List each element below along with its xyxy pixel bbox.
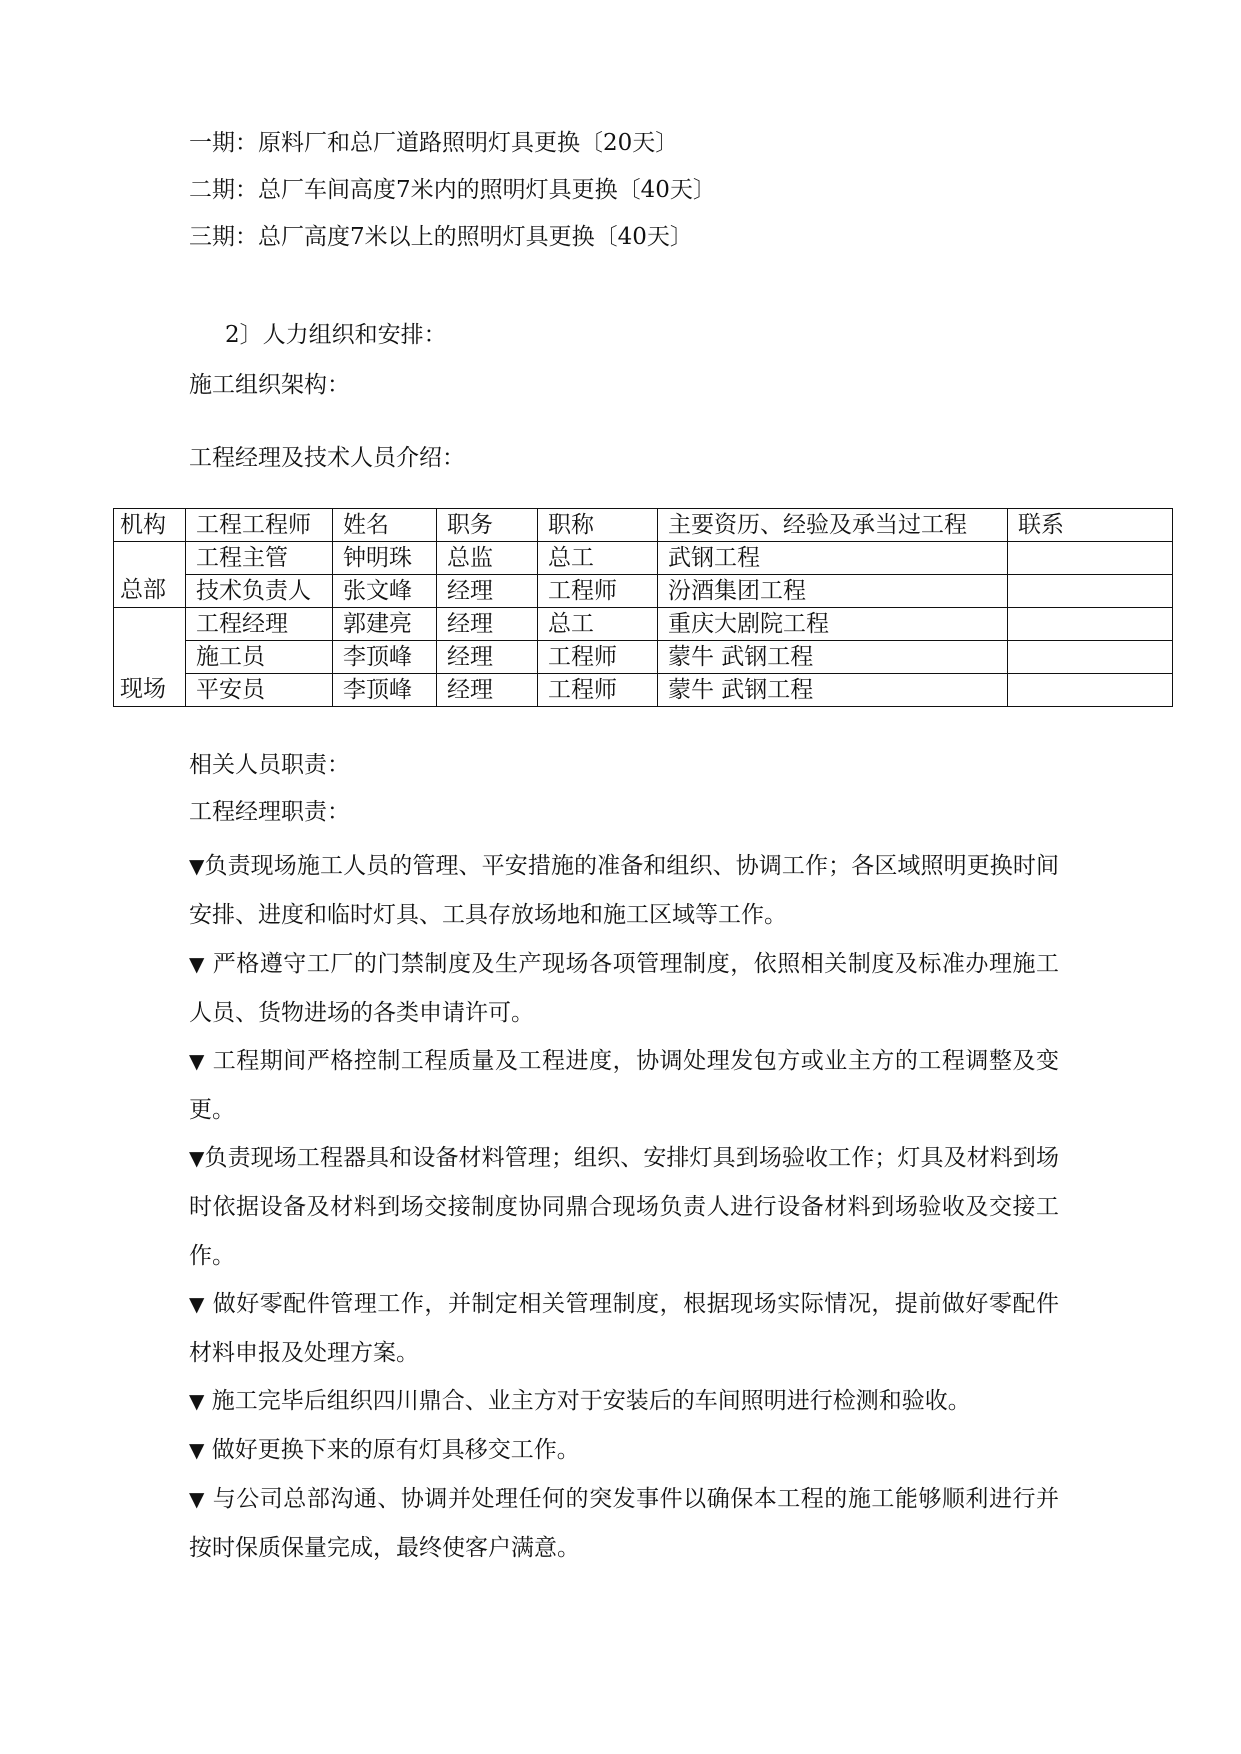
- triangle-bullet-icon: ▼: [189, 854, 205, 878]
- triangle-bullet-icon: ▼: [189, 1389, 205, 1413]
- duty-text: 负责现场施工人员的管理、平安措施的准备和组织、协调工作；各区域照明更换时间安排、进度和临时灯具、工具存放场地和施工区域等工作。: [189, 853, 1059, 928]
- table-cell: [1008, 641, 1173, 674]
- pm-duties-label: 工程经理职责：: [189, 799, 350, 825]
- table-row: [114, 608, 1173, 641]
- header-cell: 联系: [1008, 509, 1173, 542]
- header-cell: 姓名: [333, 509, 437, 542]
- duties-label: 相关人员职责：: [189, 752, 350, 778]
- schedule-phase-3: 三期：总厂高度7米以上的照明灯具更换〔40天〕: [189, 224, 693, 250]
- table-cell: 施工员: [186, 641, 333, 674]
- duty-text: 与公司总部沟通、协调并处理任何的突发事件以确保本工程的施工能够顺利进行并按时保质保量完成，最终使客户满意。: [189, 1486, 1059, 1561]
- table-cell: [1008, 674, 1173, 707]
- table-cell: 武钢工程: [658, 542, 1008, 575]
- table-cell: 平安员: [186, 674, 333, 707]
- table-cell: 总工: [538, 542, 658, 575]
- header-cell: 主要资历、经验及承当过工程: [658, 509, 1008, 542]
- duty-item: [189, 1377, 1059, 1426]
- schedule-phase-2: 二期：总厂车间高度7米内的照明灯具更换〔40天〕: [189, 177, 716, 203]
- table-cell: [1008, 608, 1173, 641]
- header-cell: 职务: [437, 509, 538, 542]
- table-cell: 工程师: [538, 674, 658, 707]
- duty-text: 做好零配件管理工作，并制定相关管理制度，根据现场实际情况，提前做好零配件材料申报及处理方案。: [189, 1291, 1059, 1366]
- section-heading: 2〕人力组织和安排：: [225, 322, 447, 348]
- table-cell: 汾酒集团工程: [658, 575, 1008, 608]
- duty-text: 做好更换下来的原有灯具移交工作。: [204, 1437, 580, 1463]
- triangle-bullet-icon: ▼: [189, 1438, 205, 1462]
- org-cell-hq: 总部: [114, 542, 186, 608]
- table-cell: 李顶峰: [333, 641, 437, 674]
- triangle-bullet-icon: ▼: [189, 1487, 205, 1511]
- table-cell: [1008, 575, 1173, 608]
- duty-item: [189, 1280, 1059, 1378]
- table-cell: 总工: [538, 608, 658, 641]
- table-row: [114, 641, 1173, 674]
- table-header-row: [114, 509, 1173, 542]
- staff-table: [113, 508, 1173, 707]
- duty-item: [189, 940, 1059, 1038]
- triangle-bullet-icon: ▼: [189, 1049, 205, 1073]
- table-row: [114, 542, 1173, 575]
- triangle-bullet-icon: ▼: [189, 1292, 205, 1316]
- table-cell: 经理: [437, 674, 538, 707]
- duty-item: [189, 842, 1059, 940]
- table-cell: 经理: [437, 608, 538, 641]
- table-cell: [1008, 542, 1173, 575]
- staff-intro-label: 工程经理及技术人员介绍：: [189, 445, 465, 471]
- table-row: [114, 575, 1173, 608]
- table-cell: 总监: [437, 542, 538, 575]
- table-cell: 经理: [437, 641, 538, 674]
- duty-text: 负责现场工程器具和设备材料管理；组织、安排灯具到场验收工作；灯具及材料到场时依据设备及材料到场交接制度协同鼎合现场负责人进行设备材料到场验收及交接工作。: [189, 1145, 1059, 1269]
- table-row: [114, 674, 1173, 707]
- table-cell: 工程师: [538, 641, 658, 674]
- org-cell-site: 现场: [114, 608, 186, 707]
- header-cell: 机构: [114, 509, 186, 542]
- table-cell: 工程师: [538, 575, 658, 608]
- duty-text: 施工完毕后组织四川鼎合、业主方对于安装后的车间照明进行检测和验收。: [204, 1388, 971, 1414]
- duty-item: [189, 1426, 1059, 1475]
- duty-item: [189, 1134, 1059, 1281]
- table-cell: 张文峰: [333, 575, 437, 608]
- table-cell: 重庆大剧院工程: [658, 608, 1008, 641]
- table-cell: 李顶峰: [333, 674, 437, 707]
- duty-text: 严格遵守工厂的门禁制度及生产现场各项管理制度，依照相关制度及标准办理施工人员、货物进场的各类申请许可。: [189, 951, 1059, 1026]
- table-cell: 工程经理: [186, 608, 333, 641]
- org-structure-label: 施工组织架构：: [189, 372, 350, 398]
- header-cell: 职称: [538, 509, 658, 542]
- table-cell: 技术负责人: [186, 575, 333, 608]
- triangle-bullet-icon: ▼: [189, 952, 205, 976]
- table-cell: 工程主管: [186, 542, 333, 575]
- table-cell: 蒙牛 武钢工程: [658, 641, 1008, 674]
- table-cell: 钟明珠: [333, 542, 437, 575]
- table-cell: 经理: [437, 575, 538, 608]
- duty-text: 工程期间严格控制工程质量及工程进度，协调处理发包方或业主方的工程调整及变更。: [189, 1048, 1059, 1123]
- triangle-bullet-icon: ▼: [189, 1146, 205, 1170]
- table-cell: 蒙牛 武钢工程: [658, 674, 1008, 707]
- header-cell: 工程工程师: [186, 509, 333, 542]
- table-cell: 郭建亮: [333, 608, 437, 641]
- duty-item: [189, 1037, 1059, 1135]
- duty-item: [189, 1475, 1059, 1573]
- schedule-phase-1: 一期：原料厂和总厂道路照明灯具更换〔20天〕: [189, 130, 679, 156]
